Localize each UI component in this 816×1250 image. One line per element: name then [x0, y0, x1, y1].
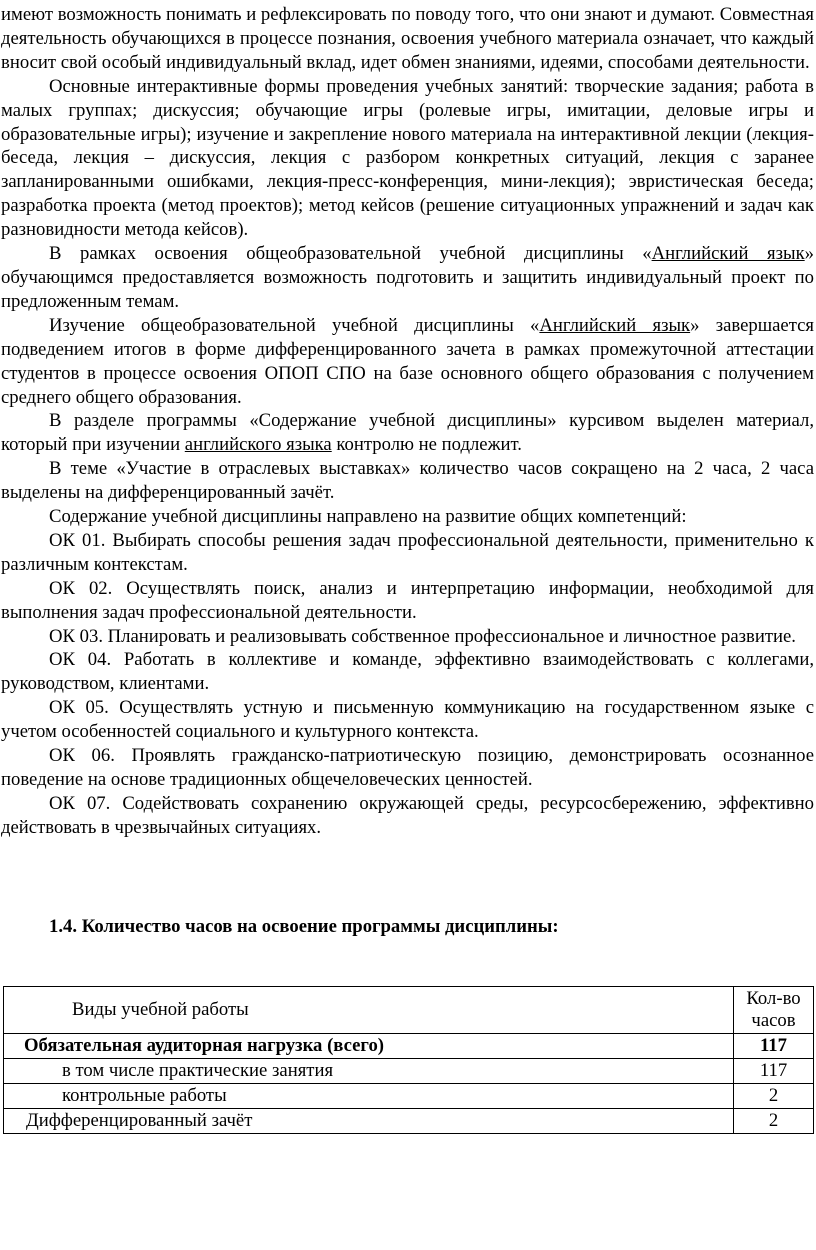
paragraph-hours-reduced: В теме «Участие в отраслевых выставках» количество часов сокращено на 2 часа, 2 часа выделены на дифференцированный зачёт. [1, 458, 814, 504]
table-header-cell: Кол-во часов [734, 987, 814, 1034]
section-heading: 1.4. Количество часов на освоение программы дисциплины: [49, 916, 559, 937]
competency-ok-06: ОК 06. Проявлять гражданско-патриотическую позицию, демонстрировать осознанное поведение на основе традиционных общечеловеческих ценностей. [1, 745, 814, 790]
subject-link: Английский язык [539, 314, 691, 336]
subject-link: английского языка [184, 434, 332, 456]
competency-ok-01: ОК 01. Выбирать способы решения задач профессиональной деятельности, применительно к различным контекстам. [1, 529, 814, 575]
competency-ok-07: ОК 07. Содействовать сохранению окружающей среды, ресурсосбережению, эффективно действовать в чрезвычайных ситуациях. [1, 792, 814, 838]
text-span: контролю не подлежит. [331, 434, 522, 456]
competency-ok-02: ОК 02. Осуществлять поиск, анализ и интерпретацию информации, необходимой для выполнения задач профессиональной деятельности. [1, 577, 814, 623]
text-span: » обучающимся предоставляется возможность подготовить и защитить индивидуальный проект по предложенным темам. [1, 243, 815, 312]
table-cell-label: в том числе практические занятия [4, 1059, 734, 1084]
subject-link: Английский язык [651, 243, 805, 265]
body-text [1, 3, 814, 840]
competency-ok-03: ОК 03. Планировать и реализовывать собственное профессиональное и личностное развитие. [49, 625, 796, 647]
paragraph-competencies-intro: Содержание учебной дисциплины направлено на развитие общих компетенций: [49, 506, 687, 528]
table-cell-label: контрольные работы [4, 1084, 734, 1109]
table-row [4, 1059, 814, 1084]
table-header-row [4, 987, 814, 1034]
table-row [4, 1109, 814, 1134]
paragraph-interactive-forms: Основные интерактивные формы проведения учебных занятий: творческие задания; работа в малых группах; дискуссия; обучающие игры (ролевые игры, имитации, деловые игры и образовательные игры); изучение и закрепление нового материала на интерактивной лекции (лекция-беседа, лекция – дискуссия, лекция с разбором конкретных ситуаций, лекция с заранее запланированными ошибками, лекция-пресс-конференция, мини-лекция); эвристическая беседа; разработка проекта (метод проектов); метод кейсов (решение ситуационных упражнений и задач как разновидности метода кейсов). [1, 75, 814, 241]
paragraph-assessment [1, 314, 814, 410]
table-header-cell: Виды учебной работы [4, 987, 734, 1034]
paragraph-individual-project [1, 242, 814, 314]
table-cell-value: 2 [734, 1109, 814, 1134]
competency-ok-05: ОК 05. Осуществлять устную и письменную коммуникацию на государственном языке с учетом особенностей социального и культурного контекста. [1, 697, 814, 743]
table-cell-label: Обязательная аудиторная нагрузка (всего) [4, 1034, 734, 1059]
text-span: » завершается подведением итогов в форме дифференцированного зачета в рамках промежуточной аттестации студентов в процессе освоения ОПОП СПО на базе основного общего образования с получением среднего общего образования. [1, 314, 814, 408]
text-span: В рамках освоения общеобразовательной учебной дисциплины « [49, 243, 652, 265]
paragraph-intro-continuation: имеют возможность понимать и рефлексировать по поводу того, что они знают и думают. Совместная деятельность обучающихся в процессе познания, освоения учебного материала означает, что каждый вносит свой особый индивидуальный вклад, идет обмен знаниями, идеями, способами деятельности. [1, 4, 814, 73]
competency-ok-04: ОК 04. Работать в коллективе и команде, эффективно взаимодействовать с коллегами, руководством, клиентами. [1, 649, 814, 695]
table-cell-value: 117 [734, 1034, 814, 1059]
table-row [4, 1084, 814, 1109]
table-cell-value: 2 [734, 1084, 814, 1109]
text-span: В разделе программы «Содержание учебной дисциплины» курсивом выделен материал, который при изучении [1, 410, 814, 456]
table-row [4, 1034, 814, 1059]
table-cell-value: 117 [734, 1059, 814, 1084]
paragraph-italic-note [1, 409, 814, 457]
text-span: Изучение общеобразовательной учебной дисциплины « [49, 314, 540, 336]
hours-table [3, 986, 814, 1134]
table-cell-label: Дифференцированный зачёт [4, 1109, 734, 1134]
